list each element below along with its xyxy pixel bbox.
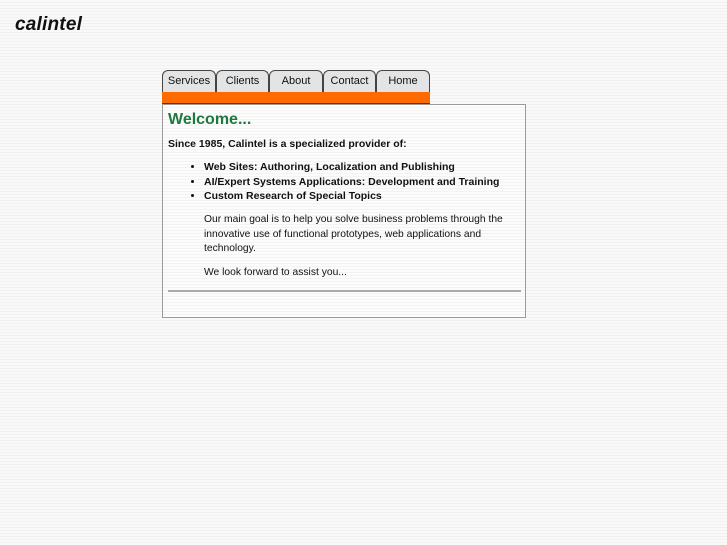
tab-about[interactable]: About	[269, 70, 323, 92]
intro-text: Since 1985, Calintel is a specialized provider of:	[168, 138, 407, 150]
page-title: Welcome...	[168, 111, 252, 128]
site-logo: calintel	[15, 14, 83, 35]
tab-contact[interactable]: Contact	[323, 70, 376, 92]
content-panel	[162, 104, 526, 318]
goal-paragraph: Our main goal is to help you solve business problems through the innovative use of functional prototypes, web applications and technology.	[204, 214, 503, 255]
divider	[168, 290, 521, 292]
list-item: • Web Sites: Authoring, Localization and Publishing	[204, 160, 499, 175]
tab-services[interactable]: Services	[162, 70, 216, 92]
services-list	[188, 160, 499, 204]
closing-paragraph: We look forward to assist you...	[204, 267, 347, 278]
list-item: • Custom Research of Special Topics	[204, 189, 499, 204]
tab-home[interactable]: Home	[376, 70, 430, 92]
list-item: • AI/Expert Systems Applications: Development and Training	[204, 175, 499, 190]
tab-clients[interactable]: Clients	[216, 70, 269, 92]
nav-tabs	[162, 70, 430, 92]
